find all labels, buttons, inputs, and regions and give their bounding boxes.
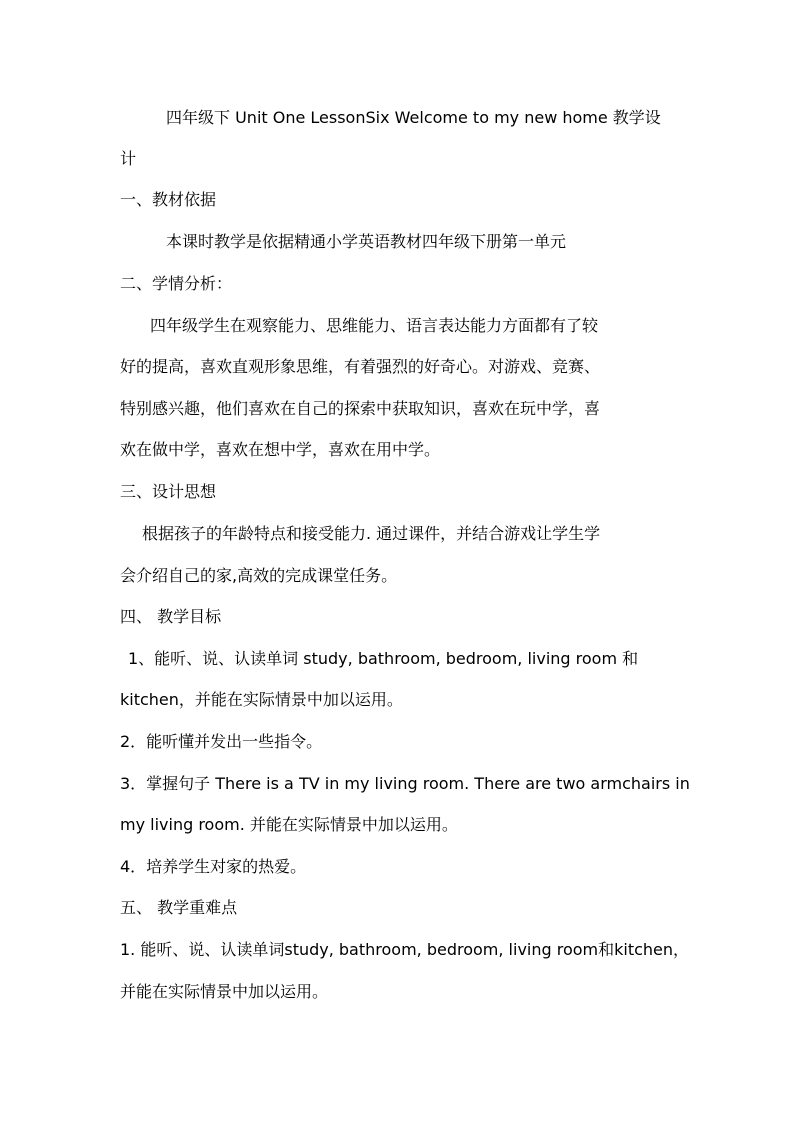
section-3-line-2: 会介绍自己的家,高效的完成课堂任务。 <box>120 566 398 585</box>
section-5-line-1: 1. 能听、说、认读单词study, bathroom, bedroom, living room和kitchen， <box>120 940 690 959</box>
document-title-line-2: 计 <box>120 149 137 168</box>
section-5-line-2: 并能在实际情景中加以运用。 <box>120 982 329 1001</box>
section-4-line-5: my living room. 并能在实际情景中加以运用。 <box>120 815 458 834</box>
section-3-heading: 三、设计思想 <box>120 482 217 501</box>
section-2-line-3: 特别感兴趣，他们喜欢在自己的探索中获取知识，喜欢在玩中学，喜 <box>120 399 601 418</box>
section-2-heading: 二、学情分析： <box>120 274 233 293</box>
section-4-heading: 四、 教学目标 <box>120 607 222 626</box>
section-3-line-1: 根据孩子的年龄特点和接受能力. 通过课件，并结合游戏让学生学 <box>142 524 601 543</box>
section-1-text: 本课时教学是依据精通小学英语教材四年级下册第一单元 <box>166 232 567 251</box>
document-title-line-1: 四年级下 Unit One LessonSix Welcome to my new home 教学设 <box>166 108 661 127</box>
section-2-line-2: 好的提高，喜欢直观形象思维，有着强烈的好奇心。对游戏、竞赛、 <box>120 357 601 376</box>
section-2-line-1: 四年级学生在观察能力、思维能力、语言表达能力方面都有了较 <box>150 316 599 335</box>
section-5-heading: 五、 教学重难点 <box>120 898 238 917</box>
section-4-line-6: 4．培养学生对家的热爱。 <box>120 857 307 876</box>
section-4-line-1: 1、能听、说、认读单词 study, bathroom, bedroom, living room 和 <box>128 649 639 668</box>
section-1-heading: 一、教材依据 <box>120 190 217 209</box>
section-4-line-2: kitchen，并能在实际情景中加以运用。 <box>120 690 403 709</box>
section-2-line-4: 欢在做中学，喜欢在想中学，喜欢在用中学。 <box>120 440 441 459</box>
section-4-line-4: 3．掌握句子 There is a TV in my living room. There are two armchairs in <box>120 774 690 793</box>
section-4-line-3: 2．能听懂并发出一些指令。 <box>120 732 323 751</box>
